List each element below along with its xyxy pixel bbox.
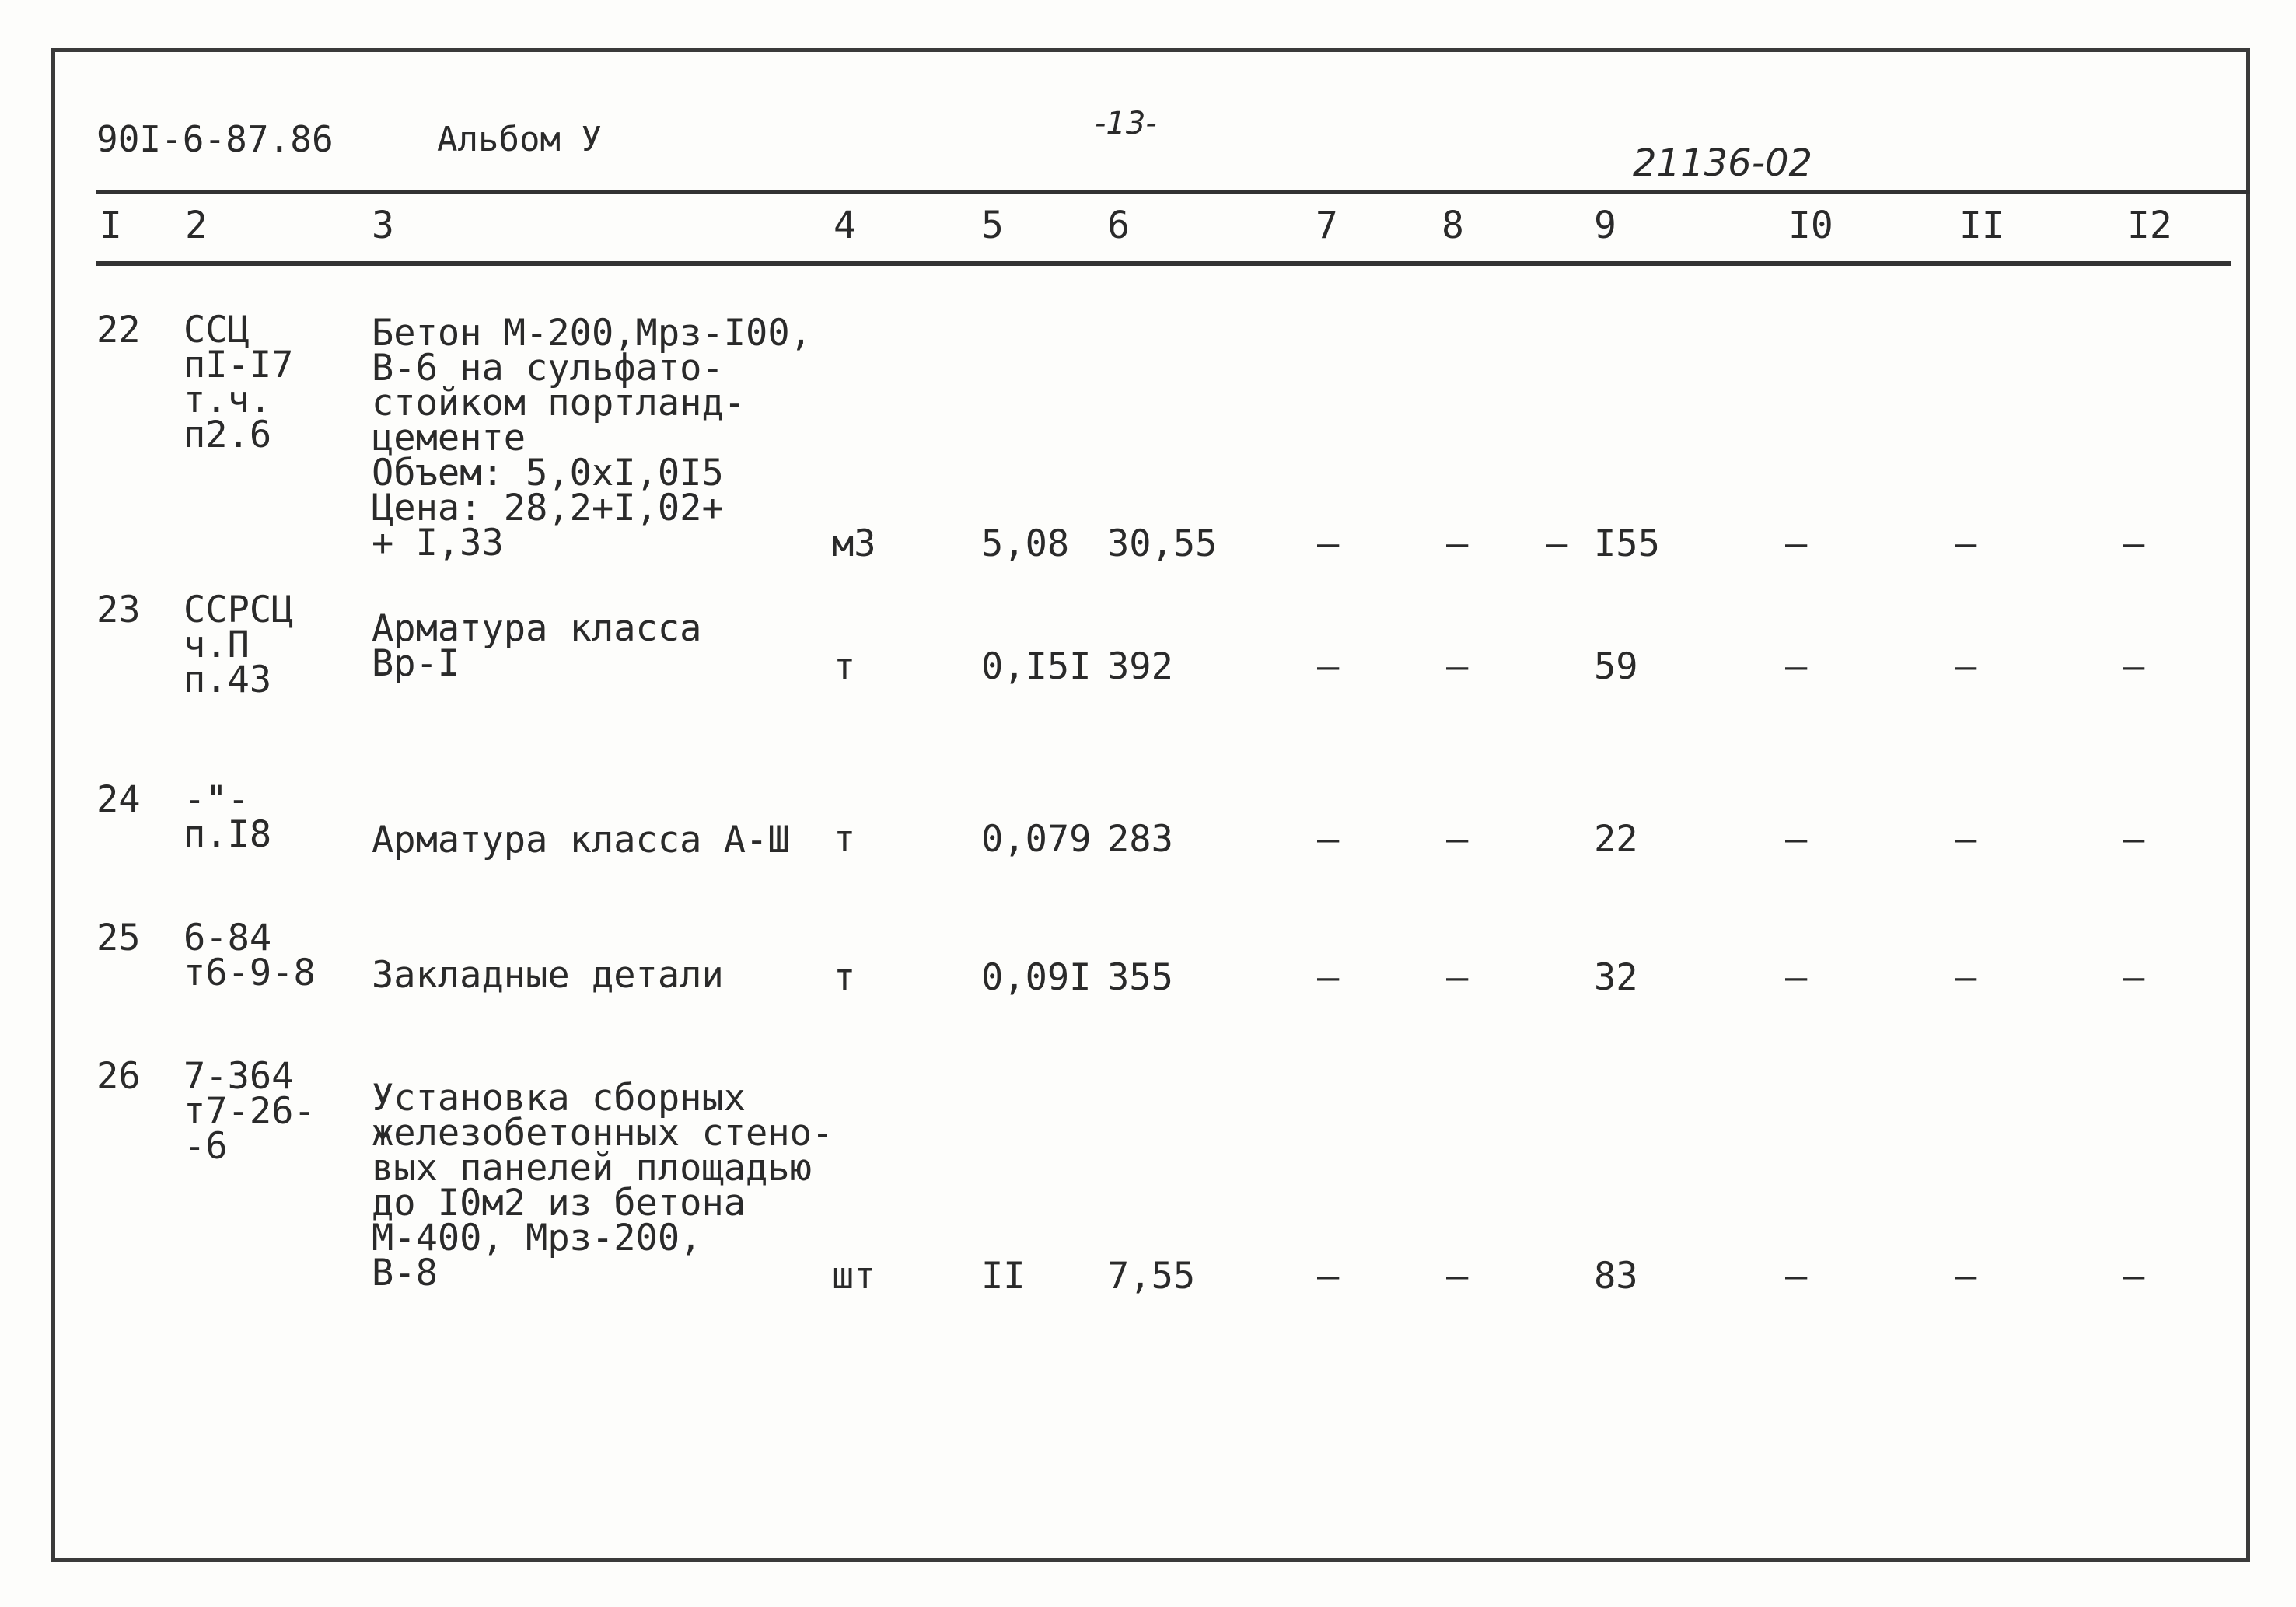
row-22-col7: – xyxy=(1317,522,1340,565)
row-26-quantity: II xyxy=(981,1255,1026,1298)
row-22-quantity: 5,08 xyxy=(981,522,1070,565)
row-26-price: 7,55 xyxy=(1107,1255,1196,1298)
row-24-price: 283 xyxy=(1107,818,1173,861)
row-26-description: Установка сборных железобетонных стено- вых панелей площадью до I0м2 из бетона М-400, Мрз-200, В-8 xyxy=(372,1077,834,1294)
row-22-col12: – xyxy=(2123,522,2145,565)
row-25-reference: 6-84 т6-9-8 xyxy=(183,917,316,994)
row-26-col8: – xyxy=(1446,1255,1469,1298)
row-23-col9: 59 xyxy=(1594,645,1638,688)
document-code: 90I-6-87.86 xyxy=(96,118,334,160)
row-23-col10: – xyxy=(1785,645,1808,688)
row-25-unit: т xyxy=(833,956,856,999)
column-header-4: 4 xyxy=(833,204,856,247)
document-id: 21136-02 xyxy=(1633,141,1813,185)
row-23-col12: – xyxy=(2123,645,2145,688)
row-23-description: Арматура класса Вр-I xyxy=(372,607,702,685)
row-25-price: 355 xyxy=(1107,956,1173,999)
row-22-price: 30,55 xyxy=(1107,522,1218,565)
column-header-9: 9 xyxy=(1594,204,1616,247)
row-25-col10: – xyxy=(1785,956,1808,999)
column-header-2: 2 xyxy=(185,204,208,247)
column-header-8: 8 xyxy=(1442,204,1464,247)
row-26-col10: – xyxy=(1785,1255,1808,1298)
row-22-description: Бетон М-200,Мрз-I00, В-6 на сульфато- стойком портланд- цементе Объем: 5,0хI,0I5 Цена: 28,2+I,02+ + I,33 xyxy=(372,312,812,564)
row-26-col11: – xyxy=(1955,1255,1977,1298)
header-bottom-rule xyxy=(96,261,2231,266)
row-23-col8: – xyxy=(1446,645,1469,688)
row-25-number: 25 xyxy=(96,917,141,959)
row-25-col11: – xyxy=(1955,956,1977,999)
row-23-quantity: 0,I5I xyxy=(981,645,1092,688)
row-26-reference: 7-364 т7-26- -6 xyxy=(183,1055,316,1168)
row-24-col8: – xyxy=(1446,818,1469,861)
row-22-col9: I55 xyxy=(1594,522,1660,565)
row-24-col11: – xyxy=(1955,818,1977,861)
row-22-col11: – xyxy=(1955,522,1977,565)
column-header-11: II xyxy=(1959,204,2004,247)
page-number: -13- xyxy=(1095,106,1157,141)
column-header-10: I0 xyxy=(1788,204,1833,247)
row-23-price: 392 xyxy=(1107,645,1173,688)
row-24-unit: т xyxy=(833,818,856,861)
row-23-reference: ССРСЦ ч.П п.43 xyxy=(183,589,294,701)
column-header-3: 3 xyxy=(372,204,394,247)
column-header-1: I xyxy=(100,204,122,247)
page-border xyxy=(51,48,2250,1562)
row-24-col10: – xyxy=(1785,818,1808,861)
row-26-number: 26 xyxy=(96,1055,141,1098)
row-22-number: 22 xyxy=(96,309,141,351)
row-25-quantity: 0,09I xyxy=(981,956,1092,999)
row-25-col7: – xyxy=(1317,956,1340,999)
row-25-col12: – xyxy=(2123,956,2145,999)
row-22-unit: м3 xyxy=(832,522,876,565)
row-22-col8: – xyxy=(1446,522,1469,565)
row-23-col11: – xyxy=(1955,645,1977,688)
row-23-col7: – xyxy=(1317,645,1340,688)
row-22-col10: – xyxy=(1785,522,1808,565)
column-header-5: 5 xyxy=(981,204,1004,247)
row-22-col8-dash: – xyxy=(1546,522,1568,565)
row-23-unit: т xyxy=(833,645,856,688)
row-24-description: Арматура класса А-Ш xyxy=(372,819,790,861)
row-26-unit: шт xyxy=(832,1255,876,1298)
column-header-6: 6 xyxy=(1107,204,1130,247)
row-23-number: 23 xyxy=(96,589,141,631)
column-header-12: I2 xyxy=(2127,204,2172,247)
row-25-col8: – xyxy=(1446,956,1469,999)
row-24-col9: 22 xyxy=(1594,818,1638,861)
header-top-rule xyxy=(96,190,2250,194)
row-24-number: 24 xyxy=(96,778,141,821)
row-24-col12: – xyxy=(2123,818,2145,861)
row-24-quantity: 0,079 xyxy=(981,818,1092,861)
row-26-col12: – xyxy=(2123,1255,2145,1298)
row-26-col7: – xyxy=(1317,1255,1340,1298)
row-22-reference: ССЦ пI-I7 т.ч. п2.6 xyxy=(183,309,294,456)
row-24-col7: – xyxy=(1317,818,1340,861)
album-label: Альбом У xyxy=(437,120,602,159)
row-25-col9: 32 xyxy=(1594,956,1638,999)
row-26-col9: 83 xyxy=(1594,1255,1638,1298)
column-header-7: 7 xyxy=(1316,204,1338,247)
row-24-reference: -"- п.I8 xyxy=(183,778,272,856)
row-25-description: Закладные детали xyxy=(372,954,724,997)
